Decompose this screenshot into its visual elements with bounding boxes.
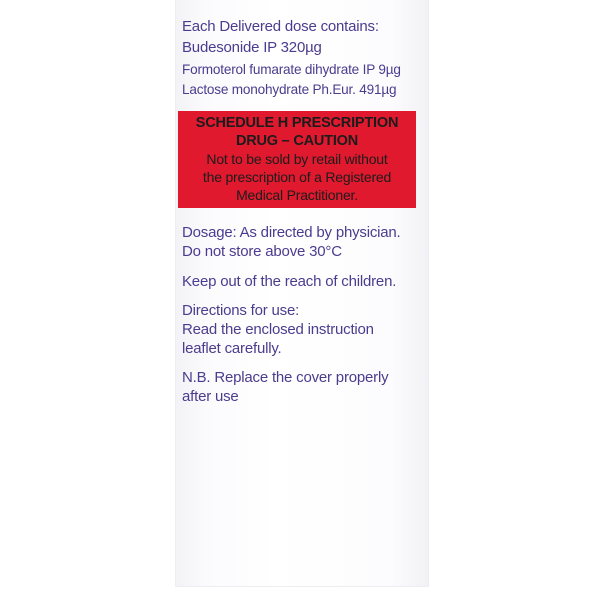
schedule-h-warning-box [178, 111, 416, 208]
warning-body-line-1: Not to be sold by retail without [206, 151, 388, 167]
warning-title-line-2: DRUG – CAUTION [235, 133, 359, 149]
directions-heading: Directions for use: [182, 302, 300, 319]
composition-line-formoterol: Formoterol fumarate dihydrate IP 9µg [182, 62, 401, 77]
directions-line-3: leaflet carefully. [182, 340, 282, 357]
safety-line: Keep out of the reach of children. [182, 273, 397, 290]
note-line-1: N.B. Replace the cover properly [182, 369, 389, 386]
note-line-2: after use [182, 388, 239, 405]
composition-line-budesonide: Budesonide IP 320µg [182, 39, 322, 56]
dosage-line-1: Dosage: As directed by physician. [182, 224, 401, 241]
composition-line-lactose: Lactose monohydrate Ph.Eur. 491µg [182, 82, 397, 97]
warning-body-line-2: the prescription of a Registered [202, 169, 392, 185]
composition-header: Each Delivered dose contains: [182, 18, 379, 35]
directions-line-2: Read the enclosed instruction [182, 321, 374, 338]
dosage-line-2: Do not store above 30°C [182, 243, 342, 260]
warning-body-line-3: Medical Practitioner. [236, 187, 358, 203]
warning-title-line-1: SCHEDULE H PRESCRIPTION [195, 115, 399, 131]
